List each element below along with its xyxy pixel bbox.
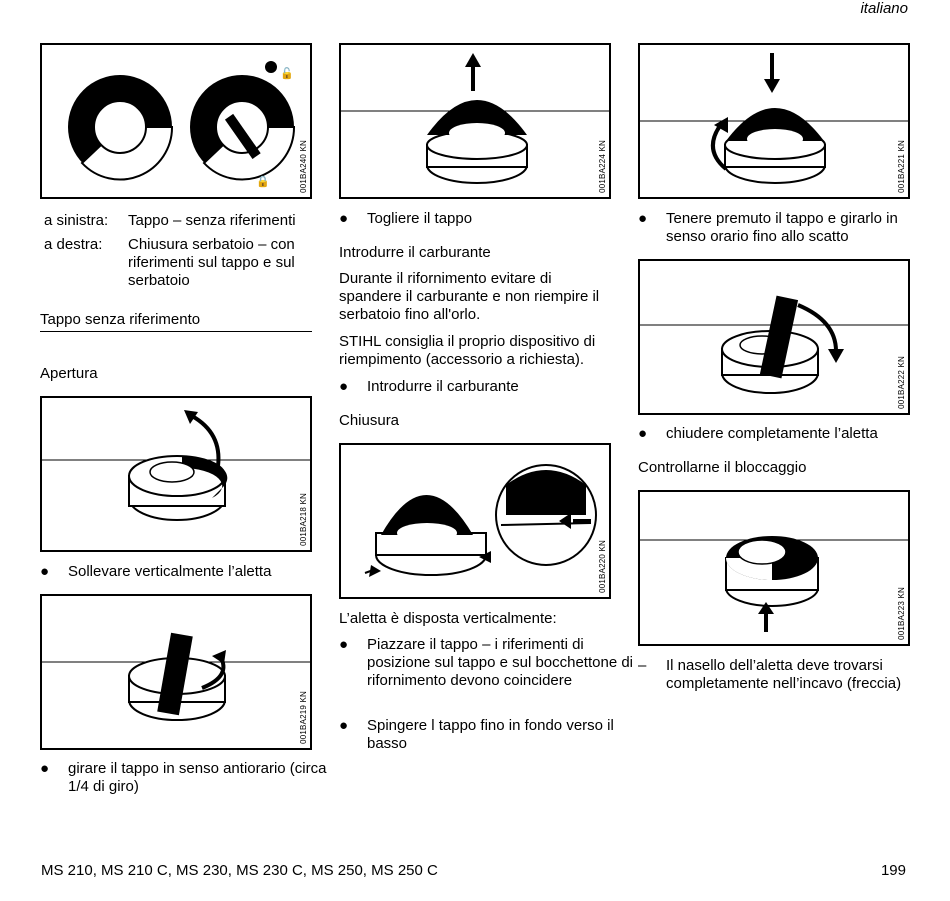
note-item bbox=[638, 657, 938, 693]
bullet-icon: ● bbox=[339, 378, 349, 395]
legend-row bbox=[44, 212, 314, 230]
legend-value: Tappo – senza riferimenti bbox=[128, 212, 296, 229]
step-item bbox=[40, 760, 340, 796]
figure-code: 001BA220 KN bbox=[598, 540, 607, 593]
bullet-icon: ● bbox=[638, 210, 648, 227]
bullet-icon: ● bbox=[40, 760, 50, 777]
note-text: Il nasello dell’aletta deve trovarsi completamente nell’incavo (freccia) bbox=[666, 657, 902, 692]
step-item bbox=[339, 378, 639, 396]
figure-check-lock bbox=[638, 490, 910, 646]
bullet-icon: ● bbox=[339, 717, 349, 734]
figure-place-cap bbox=[339, 443, 611, 599]
figure-code: 001BA224 KN bbox=[598, 140, 607, 193]
section-title: Tappo senza riferimento bbox=[40, 311, 312, 332]
step-item bbox=[638, 210, 938, 246]
figure-press-turn bbox=[638, 43, 910, 199]
figure-cap-types bbox=[40, 43, 312, 199]
language-label: italiano bbox=[860, 0, 908, 17]
subsection-title: Apertura bbox=[40, 365, 98, 382]
figure-remove-cap bbox=[339, 43, 611, 199]
figure-lift-flap bbox=[40, 396, 312, 552]
bullet-icon: ● bbox=[40, 563, 50, 580]
step-text: chiudere completamente l’aletta bbox=[666, 425, 878, 442]
figure-code: 001BA223 KN bbox=[897, 587, 906, 640]
figure-code: 001BA222 KN bbox=[897, 356, 906, 409]
step-text: Spingere l tappo fino in fondo verso il basso bbox=[367, 717, 614, 752]
bullet-icon: ● bbox=[339, 210, 349, 227]
figure-code: 001BA219 KN bbox=[299, 691, 308, 744]
step-item bbox=[339, 717, 639, 753]
bullet-icon: ● bbox=[638, 425, 648, 442]
page-number: 199 bbox=[880, 862, 906, 879]
paragraph: L’aletta è disposta verticalmente: bbox=[339, 610, 557, 627]
step-text: Sollevare verticalmente l’aletta bbox=[68, 563, 272, 580]
svg-text:🔓: 🔓 bbox=[280, 67, 294, 80]
figure-code: 001BA221 KN bbox=[897, 140, 906, 193]
paragraph: STIHL consiglia il proprio dispositivo di riempimento (accessorio a richiesta). bbox=[339, 333, 596, 368]
step-text: Piazzare il tappo – i riferimenti di posizione sul tappo e sul bocchettone di rifornimento devono coincidere bbox=[367, 636, 634, 689]
legend-label: a sinistra: bbox=[44, 212, 109, 229]
step-item bbox=[339, 636, 639, 690]
footer-models: MS 210, MS 210 C, MS 230, MS 230 C, MS 250, MS 250 C bbox=[41, 862, 438, 879]
step-item bbox=[40, 563, 340, 581]
paragraph: Durante il rifornimento evitare di spandere il carburante e non riempire il serbatoio fino all'orlo. bbox=[339, 270, 600, 323]
dash-icon: – bbox=[638, 657, 647, 674]
step-item bbox=[339, 210, 639, 228]
section-title: Introdurre il carburante bbox=[339, 244, 491, 261]
svg-text:🔒: 🔒 bbox=[256, 175, 270, 188]
legend-row bbox=[44, 236, 314, 290]
step-text: Introdurre il carburante bbox=[367, 378, 519, 395]
figure-turn-counterclockwise bbox=[40, 594, 312, 750]
step-text: Tenere premuto il tappo e girarlo in senso orario fino allo scatto bbox=[666, 210, 898, 245]
step-text: Togliere il tappo bbox=[367, 210, 473, 227]
figure-code: 001BA218 KN bbox=[299, 493, 308, 546]
legend-label: a destra: bbox=[44, 236, 103, 253]
section-title: Controllarne il bloccaggio bbox=[638, 459, 807, 476]
step-item bbox=[638, 425, 938, 443]
step-text: girare il tappo in senso antiorario (circa 1/4 di giro) bbox=[68, 760, 327, 795]
legend bbox=[44, 212, 314, 290]
bullet-icon: ● bbox=[339, 636, 349, 653]
section-title: Chiusura bbox=[339, 412, 400, 429]
legend-value: Chiusura serbatoio – con riferimenti sul tappo e sul serbatoio bbox=[128, 236, 295, 289]
figure-code: 001BA240 KN bbox=[299, 140, 308, 193]
figure-close-flap bbox=[638, 259, 910, 415]
